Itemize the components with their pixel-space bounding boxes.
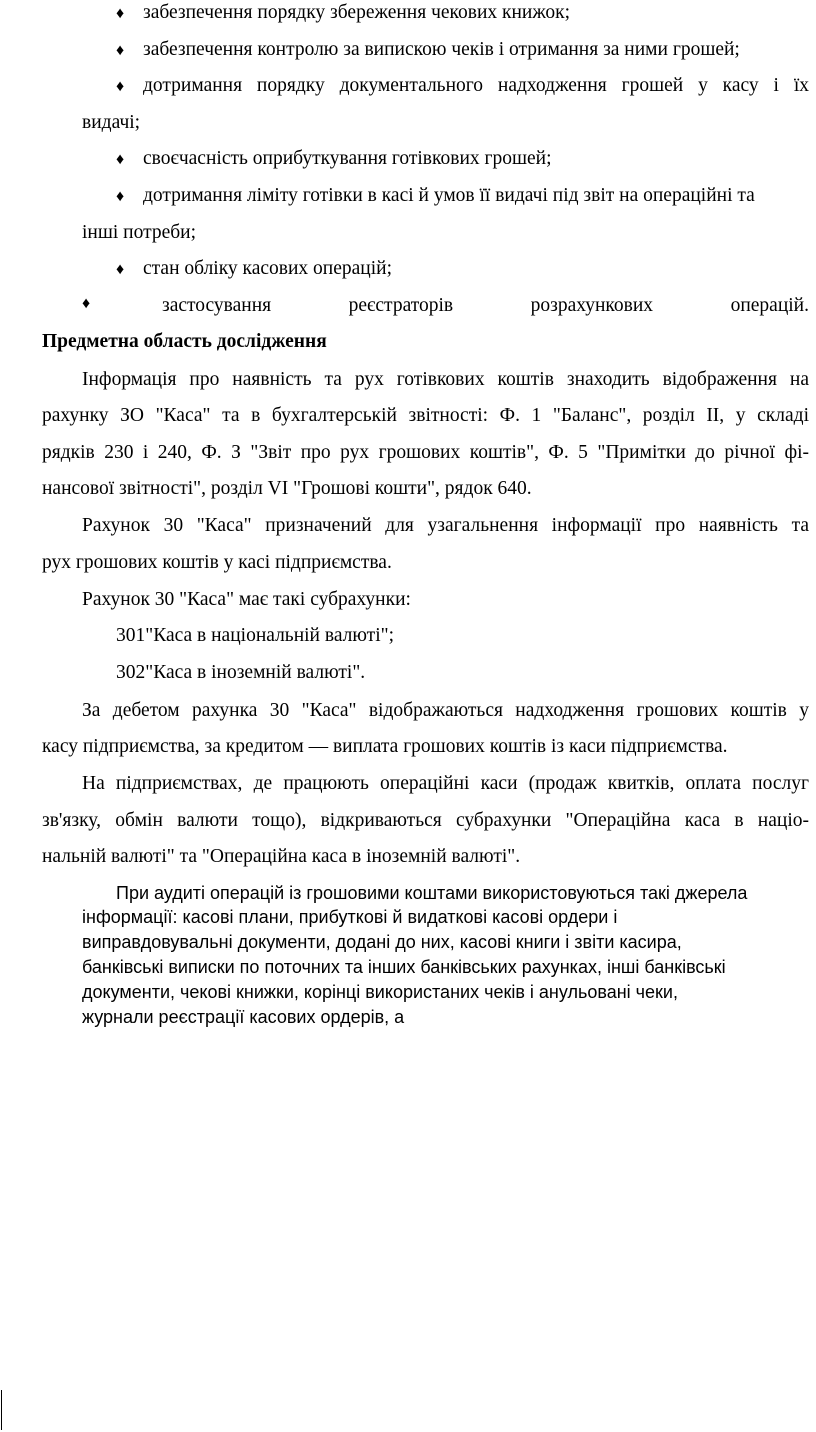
list-item: ♦ забезпечення контролю за випискою чеків і отримання за ними грошей; [116,39,740,60]
paragraph-line: рядків 230 і 240, Ф. З "Звіт про рух грошових коштів", Ф. 5 "Примітки до річної фі- [42,442,809,463]
list-item-continuation: інші потреби; [82,222,197,243]
paragraph-line: Рахунок 30 "Каса" призначений для узагальнення інформації про наявність та [82,515,809,536]
paragraph-line: журнали реєстрації касових ордерів, а [82,1007,405,1027]
diamond-bullet-icon: ♦ [116,5,125,22]
diamond-bullet-icon: ♦ [116,151,125,168]
section-heading: Предметна область дослідження [42,331,327,352]
document-page: ♦ забезпечення порядку збереження чекових книжок; ♦ забезпечення контролю за випискою чеків і отримання за ними грошей; ♦ дотримання порядку документального надходження грошей у касу і їх видачі; ♦ своєчасність оприбуткування готівкових грошей; ♦ дотримання ліміту готівки в касі й умов її видачі під звіт на операційні та інші потреби; ♦ стан обліку касових операцій; ♦ застосування реєстраторів розрахункових операцій. Предметна область дослідження Інформація про наявність та рух готівкових коштів знаходить відображення на рахунку ЗО "Каса" та в бухгалтерській звітності: Ф. 1 "Баланс", розділ II, у складі рядків 230 і 240, Ф. З "Звіт про рух грошових коштів", Ф. 5 "Примітки до річної фі- нансової звітності", розділ VI "Грошові кошти", рядок 640. Рахунок 30 "Каса" призначений для узагальнення інформації про наявність та рух грошових коштів у касі підприємства. Рахунок 30 "Каса" має такі субрахунки: 301"Каса в національній валюті"; 302"Каса в іноземній валюті". За дебетом рахунка 30 "Каса" відображаються надходження грошових коштів у касу підприємства, за кредитом — виплата грошових коштів із каси підприємства. На підприємствах, де працюють операційні каси (продаж квитків, оплата послуг зв'язку, обмін валюти тощо), відкриваються субрахунки "Операційна каса в націо- нальній валюті" та "Операційна каса в іноземній валюті". При аудиті операцій із грошовими коштами використовуються такі джерела інформації: касові плани, прибуткові й видаткові касові ордери і виправдовувальні документи, додані до них, касові книги і звіти касира, банківські виписки по поточних та інших банківських рахунках, інші банківські документи, чекові книжки, корінці використаних чеків і анульовані чеки, журнали реєстрації касових ордерів, а [0,0,816,1432]
paragraph-line: Рахунок 30 "Каса" має такі субрахунки: [82,589,411,610]
list-item: ♦ дотримання ліміту готівки в касі й умов її видачі під звіт на операційні та [116,185,755,206]
paragraph-line: документи, чекові книжки, корінці використаних чеків і анульовані чеки, [82,982,678,1002]
list-item-continuation: видачі; [82,112,141,133]
paragraph-line: рахунку ЗО "Каса" та в бухгалтерській звітності: Ф. 1 "Баланс", розділ II, у складі [42,405,809,426]
paragraph-line: рух грошових коштів у касі підприємства. [42,552,392,573]
paragraph-line: нальній валюті" та "Операційна каса в іноземній валюті". [42,846,521,867]
paragraph-line: Інформація про наявність та рух готівкових коштів знаходить відображення на [82,369,809,390]
list-item: ♦ забезпечення порядку збереження чекових книжок; [116,2,571,23]
paragraph-line: банківські виписки по поточних та інших банківських рахунках, інші банківські [82,957,726,977]
diamond-bullet-icon: ♦ [116,78,125,95]
list-item: ♦ дотримання порядку документального надходження грошей у касу і їх [116,75,809,96]
diamond-bullet-icon: ♦ [116,42,125,59]
paragraph-line: На підприємствах, де працюють операційні каси (продаж квитків, оплата послуг [82,773,809,794]
page-edge-line [1,1390,2,1430]
list-item: ♦ своєчасність оприбуткування готівкових грошей; [116,148,552,169]
paragraph-line: зв'язку, обмін валюти тощо), відкриваються субрахунки "Операційна каса в націо- [42,810,809,831]
paragraph-line: інформації: касові плани, прибуткові й видаткові касові ордери і [82,907,618,927]
paragraph-line: нансової звітності", розділ VI "Грошові кошти", рядок 640. [42,478,532,499]
diamond-bullet-icon: ♦ [82,295,91,312]
paragraph-line: За дебетом рахунка 30 "Каса" відображаються надходження грошових коштів у [82,700,809,721]
paragraph-line: При аудиті операцій із грошовими коштами використовуються такі джерела [116,883,748,903]
subaccount-item: 302"Каса в іноземній валюті". [116,662,366,683]
subaccount-item: 301"Каса в національній валюті"; [116,625,394,646]
paragraph-line: касу підприємства, за кредитом — виплата грошових коштів із каси підприємства. [42,736,728,757]
paragraph-line: виправдовувальні документи, додані до них, касові книги і звіти касира, [82,932,682,952]
list-item: ♦ стан обліку касових операцій; [116,258,392,279]
diamond-bullet-icon: ♦ [116,188,125,205]
diamond-bullet-icon: ♦ [116,261,125,278]
